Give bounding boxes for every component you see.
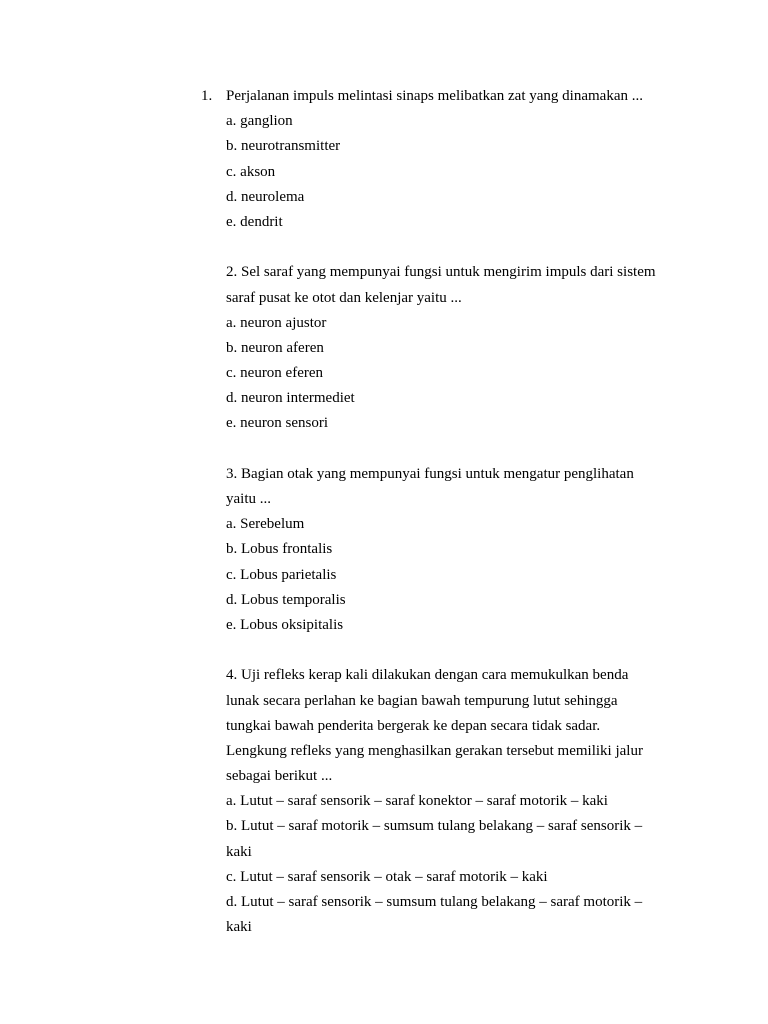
question-2 bbox=[226, 260, 686, 436]
question-4-stem-line-4: Lengkung refleks yang menghasilkan gerakan tersebut memiliki jalur bbox=[226, 742, 643, 759]
question-list bbox=[201, 84, 686, 940]
question-4-option-a: a. Lutut – saraf sensorik – saraf konektor – saraf motorik – kaki bbox=[226, 793, 608, 810]
question-4-option-c: c. Lutut – saraf sensorik – otak – saraf motorik – kaki bbox=[226, 868, 548, 885]
question-1-stem: Perjalanan impuls melintasi sinaps melibatkan zat yang dinamakan ... bbox=[226, 88, 643, 104]
question-1-option-c: c. akson bbox=[226, 163, 276, 180]
question-4-stem-line-1: 4. Uji refleks kerap kali dilakukan dengan cara memukulkan benda bbox=[226, 667, 629, 684]
question-4-option-b: b. Lutut – saraf motorik – sumsum tulang belakang – saraf sensorik – bbox=[226, 818, 643, 835]
question-4-option-b-continued: kaki bbox=[226, 843, 252, 860]
question-4-stem-line-3: tungkai bawah penderita bergerak ke depan secara tidak sadar. bbox=[226, 717, 601, 734]
question-3-option-b: b. Lobus frontalis bbox=[226, 541, 333, 558]
question-1-option-d: d. neurolema bbox=[226, 188, 305, 205]
question-1-option-a: a. ganglion bbox=[226, 113, 293, 130]
question-2-option-e: e. neuron sensori bbox=[226, 415, 329, 432]
question-4-stem-line-2: lunak secara perlahan ke bagian bawah tempurung lutut sehingga bbox=[226, 692, 618, 709]
question-1-option-b: b. neurotransmitter bbox=[226, 138, 341, 155]
question-1-number: 1. bbox=[201, 88, 213, 104]
question-4-option-d-continued: kaki bbox=[226, 919, 252, 936]
question-3-stem-line-2: yaitu ... bbox=[226, 491, 271, 507]
question-2-option-d: d. neuron intermediet bbox=[226, 390, 355, 407]
question-1 bbox=[201, 84, 686, 235]
question-3-option-e: e. Lobus oksipitalis bbox=[226, 616, 344, 633]
question-3 bbox=[226, 462, 686, 638]
question-spacer bbox=[226, 235, 686, 260]
question-2-option-b: b. neuron aferen bbox=[226, 339, 324, 356]
question-4-option-d: d. Lutut – saraf sensorik – sumsum tulang belakang – saraf motorik – bbox=[226, 894, 643, 910]
question-3-option-a: a. Serebelum bbox=[226, 516, 305, 533]
question-2-option-c: c. neuron eferen bbox=[226, 365, 324, 382]
question-spacer bbox=[226, 638, 686, 663]
question-3-option-d: d. Lobus temporalis bbox=[226, 591, 346, 608]
question-4 bbox=[226, 663, 686, 940]
question-spacer bbox=[226, 437, 686, 462]
question-2-stem-line-1: 2. Sel saraf yang mempunyai fungsi untuk mengirim impuls dari sistem bbox=[226, 264, 656, 281]
question-4-stem-line-5: sebagai berikut ... bbox=[226, 768, 333, 785]
question-3-option-c: c. Lobus parietalis bbox=[226, 566, 337, 583]
question-2-stem-line-2: saraf pusat ke otot dan kelenjar yaitu ... bbox=[226, 289, 462, 306]
question-1-option-e: e. dendrit bbox=[226, 213, 283, 230]
question-2-option-a: a. neuron ajustor bbox=[226, 314, 327, 331]
question-1-stem-line bbox=[201, 84, 686, 109]
question-3-stem-line-1: 3. Bagian otak yang mempunyai fungsi untuk mengatur penglihatan bbox=[226, 465, 634, 482]
